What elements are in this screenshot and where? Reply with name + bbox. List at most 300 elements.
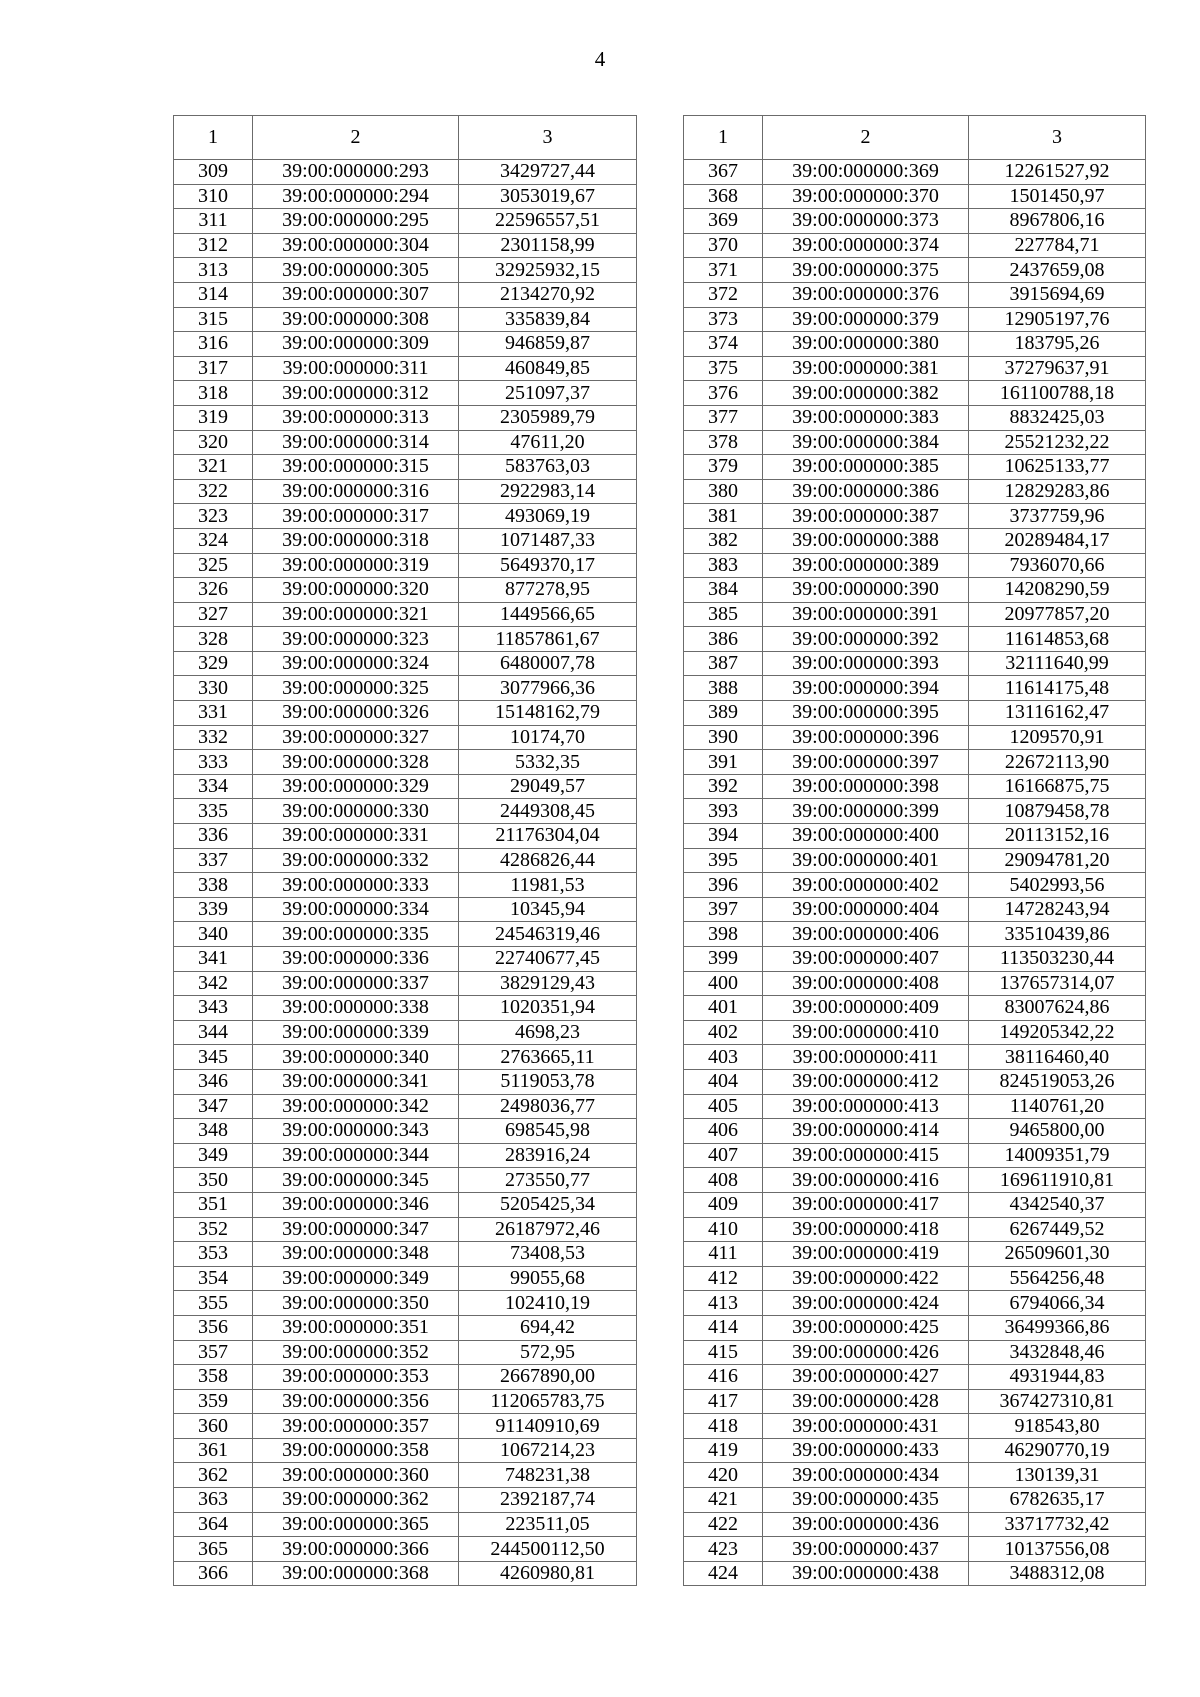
- table-row: [684, 282, 1146, 307]
- cadastral-number: 39:00:000000:390: [763, 578, 969, 603]
- cadastral-number: 39:00:000000:387: [763, 504, 969, 529]
- cadastral-number: 39:00:000000:379: [763, 307, 969, 332]
- cadastral-number: 39:00:000000:348: [253, 1242, 459, 1267]
- cadastral-value: 149205342,22: [969, 1020, 1146, 1045]
- cadastral-value: 3053019,67: [459, 184, 637, 209]
- cadastral-number: 39:00:000000:350: [253, 1291, 459, 1316]
- row-number: 411: [684, 1242, 763, 1267]
- row-number: 337: [174, 848, 253, 873]
- cadastral-value: 227784,71: [969, 233, 1146, 258]
- cadastral-number: 39:00:000000:422: [763, 1266, 969, 1291]
- row-number: 325: [174, 553, 253, 578]
- row-number: 329: [174, 651, 253, 676]
- row-number: 414: [684, 1315, 763, 1340]
- cadastral-number: 39:00:000000:437: [763, 1537, 969, 1562]
- cadastral-number: 39:00:000000:358: [253, 1438, 459, 1463]
- table-row: [174, 1365, 637, 1390]
- cadastral-number: 39:00:000000:374: [763, 233, 969, 258]
- header-col-2: 2: [763, 116, 969, 160]
- table-row: [174, 1340, 637, 1365]
- table-row: [174, 1020, 637, 1045]
- cadastral-value: 20289484,17: [969, 528, 1146, 553]
- table-row: [684, 1094, 1146, 1119]
- row-number: 316: [174, 332, 253, 357]
- cadastral-number: 39:00:000000:400: [763, 824, 969, 849]
- row-number: 388: [684, 676, 763, 701]
- cadastral-value: 3432848,46: [969, 1340, 1146, 1365]
- cadastral-number: 39:00:000000:324: [253, 651, 459, 676]
- cadastral-number: 39:00:000000:344: [253, 1143, 459, 1168]
- cadastral-number: 39:00:000000:345: [253, 1168, 459, 1193]
- cadastral-value: 11614853,68: [969, 627, 1146, 652]
- cadastral-value: 5402993,56: [969, 873, 1146, 898]
- cadastral-value: 33717732,42: [969, 1512, 1146, 1537]
- row-number: 371: [684, 258, 763, 283]
- table-row: [684, 381, 1146, 406]
- cadastral-value: 3737759,96: [969, 504, 1146, 529]
- cadastral-value: 99055,68: [459, 1266, 637, 1291]
- cadastral-number: 39:00:000000:352: [253, 1340, 459, 1365]
- cadastral-number: 39:00:000000:436: [763, 1512, 969, 1537]
- cadastral-value: 38116460,40: [969, 1045, 1146, 1070]
- cadastral-number: 39:00:000000:409: [763, 996, 969, 1021]
- cadastral-value: 1071487,33: [459, 528, 637, 553]
- table-row: [174, 1242, 637, 1267]
- cadastral-number: 39:00:000000:315: [253, 455, 459, 480]
- cadastral-number: 39:00:000000:335: [253, 922, 459, 947]
- cadastral-value: 1020351,94: [459, 996, 637, 1021]
- row-number: 402: [684, 1020, 763, 1045]
- row-number: 404: [684, 1069, 763, 1094]
- table-row: [684, 824, 1146, 849]
- cadastral-value: 251097,37: [459, 381, 637, 406]
- cadastral-value: 20977857,20: [969, 602, 1146, 627]
- table-row: [174, 1217, 637, 1242]
- header-col-1: 1: [684, 116, 763, 160]
- row-number: 345: [174, 1045, 253, 1070]
- cadastral-number: 39:00:000000:343: [253, 1119, 459, 1144]
- table-row: [684, 578, 1146, 603]
- cadastral-value: 12829283,86: [969, 479, 1146, 504]
- table-row: [174, 1143, 637, 1168]
- table-row: [174, 848, 637, 873]
- cadastral-value: 4260980,81: [459, 1561, 637, 1586]
- cadastral-number: 39:00:000000:309: [253, 332, 459, 357]
- cadastral-number: 39:00:000000:313: [253, 405, 459, 430]
- row-number: 348: [174, 1119, 253, 1144]
- cadastral-value: 4342540,37: [969, 1192, 1146, 1217]
- row-number: 339: [174, 897, 253, 922]
- row-number: 381: [684, 504, 763, 529]
- cadastral-number: 39:00:000000:353: [253, 1365, 459, 1390]
- table-row: [174, 1069, 637, 1094]
- cadastral-value: 1140761,20: [969, 1094, 1146, 1119]
- cadastral-number: 39:00:000000:336: [253, 947, 459, 972]
- table-row: [684, 701, 1146, 726]
- row-number: 326: [174, 578, 253, 603]
- table-row: [174, 799, 637, 824]
- cadastral-number: 39:00:000000:328: [253, 750, 459, 775]
- header-row: [684, 116, 1146, 160]
- table-row: [174, 774, 637, 799]
- table-row: [174, 750, 637, 775]
- row-number: 330: [174, 676, 253, 701]
- row-number: 385: [684, 602, 763, 627]
- row-number: 311: [174, 209, 253, 234]
- row-number: 327: [174, 602, 253, 627]
- table-row: [174, 1119, 637, 1144]
- table-row: [174, 528, 637, 553]
- row-number: 410: [684, 1217, 763, 1242]
- cadastral-number: 39:00:000000:316: [253, 479, 459, 504]
- cadastral-number: 39:00:000000:392: [763, 627, 969, 652]
- row-number: 341: [174, 947, 253, 972]
- cadastral-number: 39:00:000000:375: [763, 258, 969, 283]
- table-row: [174, 947, 637, 972]
- cadastral-value: 15148162,79: [459, 701, 637, 726]
- row-number: 395: [684, 848, 763, 873]
- cadastral-value: 572,95: [459, 1340, 637, 1365]
- cadastral-value: 11981,53: [459, 873, 637, 898]
- cadastral-value: 273550,77: [459, 1168, 637, 1193]
- cadastral-number: 39:00:000000:427: [763, 1365, 969, 1390]
- table-row: [684, 1119, 1146, 1144]
- table-row: [684, 922, 1146, 947]
- cadastral-value: 367427310,81: [969, 1389, 1146, 1414]
- cadastral-number: 39:00:000000:425: [763, 1315, 969, 1340]
- cadastral-number: 39:00:000000:311: [253, 356, 459, 381]
- cadastral-number: 39:00:000000:389: [763, 553, 969, 578]
- table-row: [684, 1537, 1146, 1562]
- cadastral-value: 1209570,91: [969, 725, 1146, 750]
- table-row: [174, 233, 637, 258]
- cadastral-value: 3915694,69: [969, 282, 1146, 307]
- table-row: [684, 258, 1146, 283]
- cadastral-number: 39:00:000000:362: [253, 1488, 459, 1513]
- cadastral-table-left: [173, 115, 637, 1586]
- row-number: 398: [684, 922, 763, 947]
- cadastral-number: 39:00:000000:418: [763, 1217, 969, 1242]
- table-row: [684, 455, 1146, 480]
- cadastral-number: 39:00:000000:325: [253, 676, 459, 701]
- table-row: [684, 774, 1146, 799]
- table-row: [684, 405, 1146, 430]
- cadastral-value: 33510439,86: [969, 922, 1146, 947]
- row-number: 420: [684, 1463, 763, 1488]
- cadastral-value: 2437659,08: [969, 258, 1146, 283]
- cadastral-number: 39:00:000000:376: [763, 282, 969, 307]
- row-number: 353: [174, 1242, 253, 1267]
- cadastral-number: 39:00:000000:304: [253, 233, 459, 258]
- table-row: [684, 307, 1146, 332]
- row-number: 315: [174, 307, 253, 332]
- row-number: 351: [174, 1192, 253, 1217]
- table-row: [174, 897, 637, 922]
- cadastral-number: 39:00:000000:410: [763, 1020, 969, 1045]
- cadastral-value: 2922983,14: [459, 479, 637, 504]
- cadastral-value: 877278,95: [459, 578, 637, 603]
- row-number: 406: [684, 1119, 763, 1144]
- cadastral-number: 39:00:000000:349: [253, 1266, 459, 1291]
- header-col-1: 1: [174, 116, 253, 160]
- table-row: [684, 1045, 1146, 1070]
- row-number: 387: [684, 651, 763, 676]
- table-body-right: [684, 160, 1146, 1586]
- cadastral-value: 2301158,99: [459, 233, 637, 258]
- cadastral-value: 4931944,83: [969, 1365, 1146, 1390]
- table-row: [684, 1020, 1146, 1045]
- row-number: 317: [174, 356, 253, 381]
- cadastral-value: 29094781,20: [969, 848, 1146, 873]
- cadastral-number: 39:00:000000:341: [253, 1069, 459, 1094]
- table-row: [174, 184, 637, 209]
- cadastral-value: 493069,19: [459, 504, 637, 529]
- cadastral-number: 39:00:000000:369: [763, 160, 969, 185]
- table-row: [684, 1217, 1146, 1242]
- table-row: [174, 1192, 637, 1217]
- row-number: 373: [684, 307, 763, 332]
- table-row: [684, 1069, 1146, 1094]
- cadastral-number: 39:00:000000:329: [253, 774, 459, 799]
- row-number: 397: [684, 897, 763, 922]
- row-number: 408: [684, 1168, 763, 1193]
- cadastral-number: 39:00:000000:365: [253, 1512, 459, 1537]
- cadastral-value: 12261527,92: [969, 160, 1146, 185]
- cadastral-number: 39:00:000000:327: [253, 725, 459, 750]
- cadastral-number: 39:00:000000:314: [253, 430, 459, 455]
- cadastral-number: 39:00:000000:307: [253, 282, 459, 307]
- row-number: 379: [684, 455, 763, 480]
- row-number: 396: [684, 873, 763, 898]
- cadastral-number: 39:00:000000:397: [763, 750, 969, 775]
- cadastral-number: 39:00:000000:384: [763, 430, 969, 455]
- cadastral-value: 6267449,52: [969, 1217, 1146, 1242]
- cadastral-number: 39:00:000000:351: [253, 1315, 459, 1340]
- cadastral-value: 946859,87: [459, 332, 637, 357]
- cadastral-number: 39:00:000000:381: [763, 356, 969, 381]
- row-number: 370: [684, 233, 763, 258]
- cadastral-number: 39:00:000000:435: [763, 1488, 969, 1513]
- cadastral-value: 244500112,50: [459, 1537, 637, 1562]
- cadastral-number: 39:00:000000:393: [763, 651, 969, 676]
- table-row: [174, 1488, 637, 1513]
- table-row: [174, 651, 637, 676]
- cadastral-value: 11614175,48: [969, 676, 1146, 701]
- cadastral-number: 39:00:000000:386: [763, 479, 969, 504]
- row-number: 342: [174, 971, 253, 996]
- cadastral-number: 39:00:000000:293: [253, 160, 459, 185]
- cadastral-value: 12905197,76: [969, 307, 1146, 332]
- table-row: [684, 1291, 1146, 1316]
- cadastral-value: 14208290,59: [969, 578, 1146, 603]
- cadastral-number: 39:00:000000:326: [253, 701, 459, 726]
- row-number: 377: [684, 405, 763, 430]
- table-row: [684, 332, 1146, 357]
- row-number: 409: [684, 1192, 763, 1217]
- row-number: 320: [174, 430, 253, 455]
- cadastral-number: 39:00:000000:308: [253, 307, 459, 332]
- table-row: [174, 160, 637, 185]
- row-number: 363: [174, 1488, 253, 1513]
- table-row: [684, 1168, 1146, 1193]
- cadastral-number: 39:00:000000:380: [763, 332, 969, 357]
- cadastral-value: 5649370,17: [459, 553, 637, 578]
- cadastral-value: 698545,98: [459, 1119, 637, 1144]
- table-row: [684, 799, 1146, 824]
- cadastral-value: 91140910,69: [459, 1414, 637, 1439]
- cadastral-value: 3077966,36: [459, 676, 637, 701]
- table-row: [684, 725, 1146, 750]
- cadastral-number: 39:00:000000:357: [253, 1414, 459, 1439]
- row-number: 418: [684, 1414, 763, 1439]
- table-row: [684, 676, 1146, 701]
- table-row: [684, 1143, 1146, 1168]
- page-number: 4: [594, 47, 606, 71]
- table-row: [684, 233, 1146, 258]
- table-row: [174, 455, 637, 480]
- cadastral-value: 2667890,00: [459, 1365, 637, 1390]
- row-number: 368: [684, 184, 763, 209]
- cadastral-number: 39:00:000000:294: [253, 184, 459, 209]
- cadastral-value: 47611,20: [459, 430, 637, 455]
- row-number: 313: [174, 258, 253, 283]
- cadastral-value: 21176304,04: [459, 824, 637, 849]
- cadastral-value: 1449566,65: [459, 602, 637, 627]
- table-row: [174, 1266, 637, 1291]
- cadastral-number: 39:00:000000:417: [763, 1192, 969, 1217]
- cadastral-number: 39:00:000000:438: [763, 1561, 969, 1586]
- row-number: 333: [174, 750, 253, 775]
- table-row: [174, 602, 637, 627]
- cadastral-table-right: [683, 115, 1146, 1586]
- cadastral-number: 39:00:000000:333: [253, 873, 459, 898]
- cadastral-value: 335839,84: [459, 307, 637, 332]
- table-row: [174, 1438, 637, 1463]
- table-row: [174, 1045, 637, 1070]
- table-row: [684, 750, 1146, 775]
- cadastral-number: 39:00:000000:391: [763, 602, 969, 627]
- cadastral-value: 10879458,78: [969, 799, 1146, 824]
- cadastral-number: 39:00:000000:320: [253, 578, 459, 603]
- table-row: [174, 922, 637, 947]
- row-number: 312: [174, 233, 253, 258]
- row-number: 401: [684, 996, 763, 1021]
- cadastral-value: 29049,57: [459, 774, 637, 799]
- table-row: [174, 1414, 637, 1439]
- row-number: 393: [684, 799, 763, 824]
- cadastral-number: 39:00:000000:385: [763, 455, 969, 480]
- row-number: 424: [684, 1561, 763, 1586]
- row-number: 347: [174, 1094, 253, 1119]
- cadastral-number: 39:00:000000:382: [763, 381, 969, 406]
- table-row: [684, 430, 1146, 455]
- table-row: [684, 1192, 1146, 1217]
- row-number: 383: [684, 553, 763, 578]
- row-number: 309: [174, 160, 253, 185]
- row-number: 324: [174, 528, 253, 553]
- row-number: 375: [684, 356, 763, 381]
- cadastral-value: 2305989,79: [459, 405, 637, 430]
- table-row: [684, 947, 1146, 972]
- table-row: [684, 627, 1146, 652]
- row-number: 415: [684, 1340, 763, 1365]
- row-number: 346: [174, 1069, 253, 1094]
- cadastral-number: 39:00:000000:404: [763, 897, 969, 922]
- cadastral-number: 39:00:000000:340: [253, 1045, 459, 1070]
- cadastral-value: 5119053,78: [459, 1069, 637, 1094]
- cadastral-value: 283916,24: [459, 1143, 637, 1168]
- row-number: 359: [174, 1389, 253, 1414]
- table-row: [174, 873, 637, 898]
- cadastral-number: 39:00:000000:334: [253, 897, 459, 922]
- table-row: [174, 553, 637, 578]
- cadastral-number: 39:00:000000:413: [763, 1094, 969, 1119]
- cadastral-number: 39:00:000000:321: [253, 602, 459, 627]
- row-number: 419: [684, 1438, 763, 1463]
- cadastral-value: 10137556,08: [969, 1537, 1146, 1562]
- row-number: 358: [174, 1365, 253, 1390]
- cadastral-value: 20113152,16: [969, 824, 1146, 849]
- cadastral-number: 39:00:000000:360: [253, 1463, 459, 1488]
- cadastral-number: 39:00:000000:323: [253, 627, 459, 652]
- row-number: 334: [174, 774, 253, 799]
- cadastral-number: 39:00:000000:339: [253, 1020, 459, 1045]
- cadastral-value: 1067214,23: [459, 1438, 637, 1463]
- row-number: 372: [684, 282, 763, 307]
- row-number: 394: [684, 824, 763, 849]
- cadastral-value: 5205425,34: [459, 1192, 637, 1217]
- cadastral-value: 102410,19: [459, 1291, 637, 1316]
- cadastral-number: 39:00:000000:408: [763, 971, 969, 996]
- cadastral-number: 39:00:000000:370: [763, 184, 969, 209]
- cadastral-number: 39:00:000000:424: [763, 1291, 969, 1316]
- row-number: 314: [174, 282, 253, 307]
- cadastral-value: 748231,38: [459, 1463, 637, 1488]
- cadastral-number: 39:00:000000:305: [253, 258, 459, 283]
- row-number: 390: [684, 725, 763, 750]
- row-number: 366: [174, 1561, 253, 1586]
- cadastral-value: 169611910,81: [969, 1168, 1146, 1193]
- table-row: [684, 971, 1146, 996]
- row-number: 355: [174, 1291, 253, 1316]
- cadastral-value: 6782635,17: [969, 1488, 1146, 1513]
- table-row: [174, 971, 637, 996]
- cadastral-value: 8832425,03: [969, 405, 1146, 430]
- row-number: 360: [174, 1414, 253, 1439]
- row-number: 422: [684, 1512, 763, 1537]
- cadastral-number: 39:00:000000:338: [253, 996, 459, 1021]
- row-number: 362: [174, 1463, 253, 1488]
- table-row: [684, 1365, 1146, 1390]
- row-number: 357: [174, 1340, 253, 1365]
- table-row: [684, 602, 1146, 627]
- cadastral-value: 130139,31: [969, 1463, 1146, 1488]
- table-row: [174, 332, 637, 357]
- table-row: [684, 1266, 1146, 1291]
- table-row: [174, 725, 637, 750]
- row-number: 352: [174, 1217, 253, 1242]
- cadastral-value: 83007624,86: [969, 996, 1146, 1021]
- table-row: [174, 307, 637, 332]
- cadastral-value: 113503230,44: [969, 947, 1146, 972]
- cadastral-number: 39:00:000000:342: [253, 1094, 459, 1119]
- table-row: [684, 209, 1146, 234]
- cadastral-number: 39:00:000000:317: [253, 504, 459, 529]
- cadastral-number: 39:00:000000:383: [763, 405, 969, 430]
- table-row: [684, 1512, 1146, 1537]
- table-row: [174, 1315, 637, 1340]
- row-number: 340: [174, 922, 253, 947]
